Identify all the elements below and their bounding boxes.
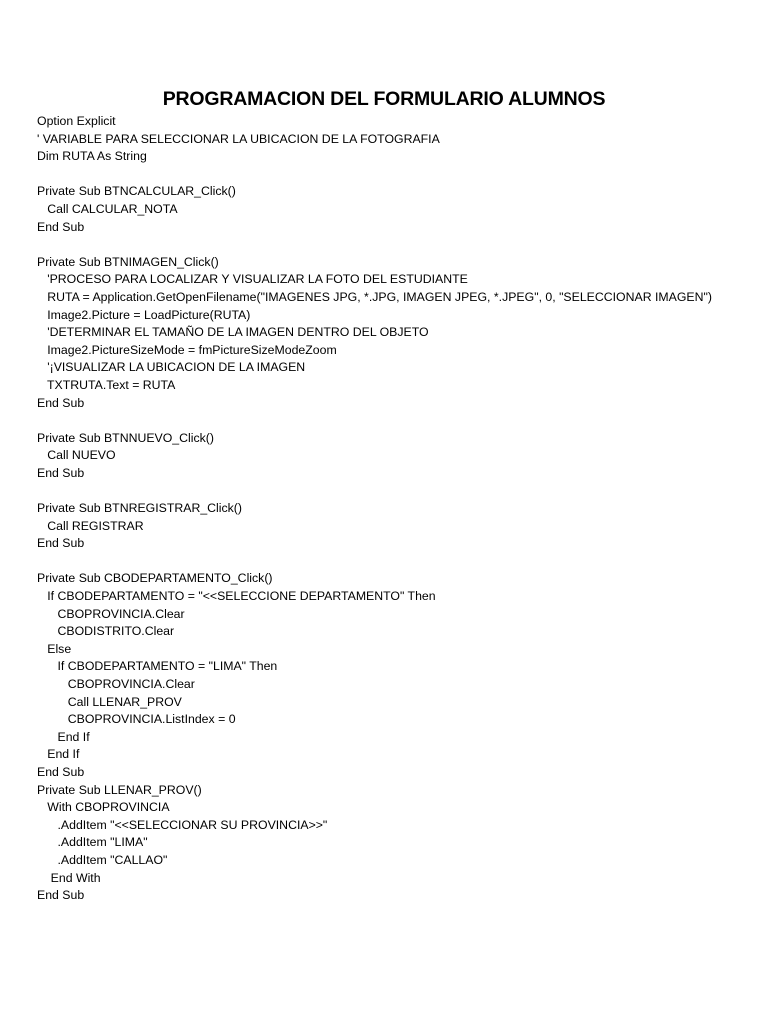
code-line: Call LLENAR_PROV [37, 694, 182, 709]
code-line: End If [37, 747, 80, 762]
code-line: 'PROCESO PARA LOCALIZAR Y VISUALIZAR LA FOTO DEL ESTUDIANTE [37, 272, 468, 287]
code-line: '¡VISUALIZAR LA UBICACION DE LA IMAGEN [37, 360, 306, 375]
code-line: Image2.Picture = LoadPicture(RUTA) [37, 307, 251, 322]
code-line: CBODISTRITO.Clear [37, 624, 175, 639]
code-line [37, 236, 757, 254]
code-line: Call CALCULAR_NOTA [37, 201, 178, 216]
code-line: End If [37, 729, 90, 744]
code-line: Call NUEVO [37, 448, 116, 463]
code-line: TXTRUTA.Text = RUTA [37, 377, 176, 392]
code-line: End Sub [37, 219, 85, 234]
code-line: End Sub [37, 395, 85, 410]
code-line: CBOPROVINCIA.Clear [37, 677, 195, 691]
code-line: Private Sub BTNREGISTRAR_Click() [37, 501, 242, 516]
code-block [37, 113, 757, 905]
code-line [37, 166, 757, 184]
code-line: Image2.PictureSizeMode = fmPictureSizeModeZoom [37, 342, 337, 357]
code-line [37, 553, 757, 571]
code-line: .AddItem "LIMA" [37, 835, 148, 850]
code-line: End Sub [37, 764, 85, 779]
code-line: Private Sub BTNIMAGEN_Click() [37, 254, 219, 269]
code-line: End With [37, 870, 101, 885]
code-line: End Sub [37, 536, 85, 551]
code-line: Private Sub LLENAR_PROV() [37, 782, 202, 797]
code-line [37, 412, 757, 430]
code-line: Dim RUTA As String [37, 149, 147, 164]
code-line: Call REGISTRAR [37, 518, 144, 533]
code-line: Private Sub CBODEPARTAMENTO_Click() [37, 571, 273, 586]
code-line: If CBODEPARTAMENTO = "<<SELECCIONE DEPARTAMENTO" Then [37, 589, 436, 604]
code-line: End Sub [37, 465, 85, 480]
code-line: ' VARIABLE PARA SELECCIONAR LA UBICACION DE LA FOTOGRAFIA [37, 131, 440, 146]
code-line: 'DETERMINAR EL TAMAÑO DE LA IMAGEN DENTRO DEL OBJETO [37, 325, 429, 340]
code-line: CBOPROVINCIA.ListIndex = 0 [37, 712, 236, 727]
code-line: With CBOPROVINCIA [37, 800, 170, 815]
code-line: End Sub [37, 888, 85, 903]
code-line: Private Sub BTNNUEVO_Click() [37, 430, 214, 445]
code-line [37, 482, 757, 500]
code-line: Private Sub BTNCALCULAR_Click() [37, 184, 236, 199]
code-line: CBOPROVINCIA.Clear [37, 606, 185, 621]
code-line: RUTA = Application.GetOpenFilename("IMAGENES JPG, *.JPG, IMAGEN JPEG, *.JPEG", 0, "SELECCIONAR IMAGEN") [37, 289, 712, 304]
code-line: .AddItem "CALLAO" [37, 852, 168, 867]
code-line: If CBODEPARTAMENTO = "LIMA" Then [37, 659, 278, 674]
code-line: .AddItem "<<SELECCIONAR SU PROVINCIA>>" [37, 817, 328, 832]
code-line: Else [37, 641, 72, 656]
code-line: Option Explicit [37, 114, 116, 128]
page-title: PROGRAMACION DEL FORMULARIO ALUMNOS [162, 88, 606, 110]
